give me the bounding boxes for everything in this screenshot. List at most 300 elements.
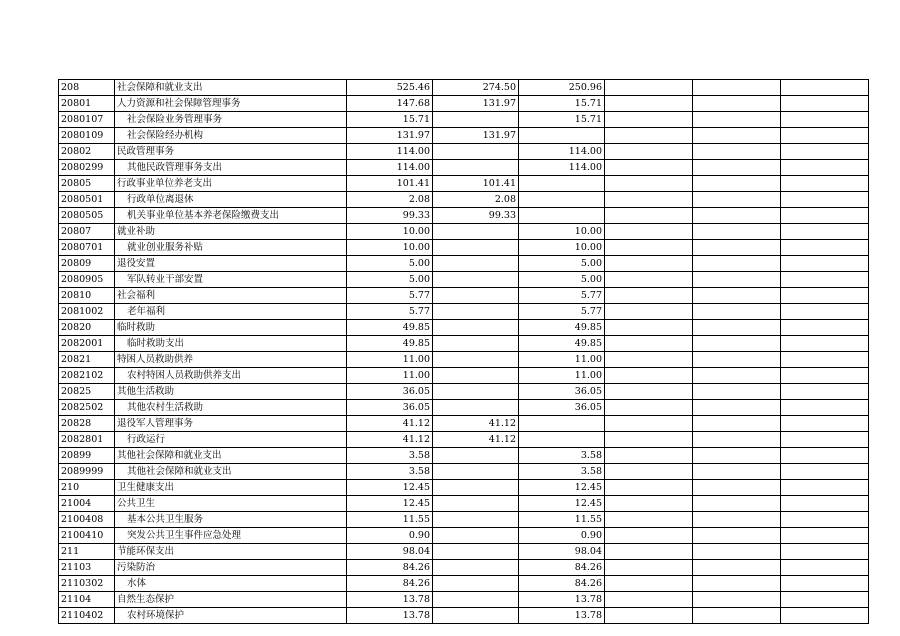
row-code: 2080299 (59, 160, 115, 176)
empty-cell (693, 480, 781, 496)
row-total: 12.45 (347, 480, 433, 496)
empty-cell (781, 128, 869, 144)
row-code: 21004 (59, 496, 115, 512)
empty-cell (693, 112, 781, 128)
row-basic: 274.50 (433, 80, 519, 96)
empty-cell (781, 352, 869, 368)
row-project: 0.90 (519, 528, 605, 544)
row-basic: 41.12 (433, 432, 519, 448)
row-basic (433, 400, 519, 416)
empty-cell (693, 528, 781, 544)
row-code: 2110302 (59, 576, 115, 592)
row-name: 就业补助 (115, 224, 347, 240)
empty-cell (693, 272, 781, 288)
table-row (59, 480, 869, 496)
empty-cell (605, 592, 693, 608)
row-code: 20821 (59, 352, 115, 368)
row-name: 社会保障和就业支出 (115, 80, 347, 96)
row-total: 11.00 (347, 368, 433, 384)
row-name: 污染防治 (115, 560, 347, 576)
row-project: 250.96 (519, 80, 605, 96)
empty-cell (605, 464, 693, 480)
empty-cell (781, 496, 869, 512)
empty-cell (693, 304, 781, 320)
row-project: 36.05 (519, 400, 605, 416)
row-name: 社会保险经办机构 (115, 128, 347, 144)
empty-cell (605, 112, 693, 128)
row-total: 36.05 (347, 400, 433, 416)
table-row (59, 512, 869, 528)
empty-cell (605, 272, 693, 288)
row-code: 21104 (59, 592, 115, 608)
row-total: 5.77 (347, 304, 433, 320)
row-basic (433, 320, 519, 336)
row-project (519, 416, 605, 432)
row-basic (433, 240, 519, 256)
empty-cell (781, 304, 869, 320)
row-name: 机关事业单位基本养老保险缴费支出 (115, 208, 347, 224)
row-basic (433, 448, 519, 464)
row-total: 41.12 (347, 416, 433, 432)
row-basic: 2.08 (433, 192, 519, 208)
row-name: 临时救助支出 (115, 336, 347, 352)
table-row (59, 448, 869, 464)
table-body (59, 80, 869, 624)
empty-cell (781, 256, 869, 272)
row-basic (433, 112, 519, 128)
table-row (59, 416, 869, 432)
row-total: 10.00 (347, 240, 433, 256)
empty-cell (693, 80, 781, 96)
empty-cell (693, 176, 781, 192)
row-project: 3.58 (519, 448, 605, 464)
row-name: 退役安置 (115, 256, 347, 272)
row-total: 3.58 (347, 464, 433, 480)
row-project: 5.00 (519, 272, 605, 288)
table-row (59, 336, 869, 352)
row-project: 11.00 (519, 352, 605, 368)
empty-cell (781, 576, 869, 592)
row-project: 15.71 (519, 112, 605, 128)
row-project: 10.00 (519, 224, 605, 240)
table-row (59, 144, 869, 160)
row-code: 21103 (59, 560, 115, 576)
row-project: 11.00 (519, 368, 605, 384)
row-code: 2100408 (59, 512, 115, 528)
row-name: 临时救助 (115, 320, 347, 336)
empty-cell (605, 304, 693, 320)
row-total: 114.00 (347, 144, 433, 160)
row-project: 5.00 (519, 256, 605, 272)
empty-cell (605, 384, 693, 400)
row-code: 2089999 (59, 464, 115, 480)
empty-cell (693, 400, 781, 416)
table-row (59, 400, 869, 416)
row-project: 84.26 (519, 560, 605, 576)
table-row (59, 560, 869, 576)
empty-cell (781, 112, 869, 128)
row-project (519, 208, 605, 224)
row-total: 12.45 (347, 496, 433, 512)
table-row (59, 176, 869, 192)
table-row (59, 496, 869, 512)
row-basic: 131.97 (433, 96, 519, 112)
empty-cell (693, 224, 781, 240)
row-total: 3.58 (347, 448, 433, 464)
empty-cell (693, 576, 781, 592)
row-name: 基本公共卫生服务 (115, 512, 347, 528)
row-project: 3.58 (519, 464, 605, 480)
row-project: 114.00 (519, 144, 605, 160)
row-name: 社会福利 (115, 288, 347, 304)
empty-cell (693, 352, 781, 368)
row-total: 10.00 (347, 224, 433, 240)
row-code: 2110402 (59, 608, 115, 624)
empty-cell (693, 96, 781, 112)
row-code: 20899 (59, 448, 115, 464)
row-code: 20825 (59, 384, 115, 400)
row-basic (433, 464, 519, 480)
empty-cell (781, 608, 869, 624)
empty-cell (693, 208, 781, 224)
row-name: 人力资源和社会保障管理事务 (115, 96, 347, 112)
row-code: 2082801 (59, 432, 115, 448)
empty-cell (781, 400, 869, 416)
empty-cell (605, 240, 693, 256)
row-total: 101.41 (347, 176, 433, 192)
empty-cell (781, 96, 869, 112)
row-basic (433, 288, 519, 304)
table-row (59, 208, 869, 224)
empty-cell (693, 432, 781, 448)
row-total: 11.00 (347, 352, 433, 368)
row-name: 行政运行 (115, 432, 347, 448)
row-basic (433, 512, 519, 528)
empty-cell (605, 176, 693, 192)
row-total: 0.90 (347, 528, 433, 544)
empty-cell (605, 576, 693, 592)
row-name: 其他社会保障和就业支出 (115, 448, 347, 464)
row-code: 210 (59, 480, 115, 496)
row-project: 15.71 (519, 96, 605, 112)
empty-cell (605, 368, 693, 384)
row-name: 水体 (115, 576, 347, 592)
empty-cell (781, 480, 869, 496)
empty-cell (605, 320, 693, 336)
row-code: 20820 (59, 320, 115, 336)
empty-cell (693, 368, 781, 384)
empty-cell (781, 224, 869, 240)
empty-cell (605, 528, 693, 544)
empty-cell (781, 464, 869, 480)
table-row (59, 432, 869, 448)
row-project: 5.77 (519, 288, 605, 304)
row-code: 211 (59, 544, 115, 560)
row-code: 2100410 (59, 528, 115, 544)
empty-cell (781, 160, 869, 176)
row-name: 老年福利 (115, 304, 347, 320)
row-basic: 101.41 (433, 176, 519, 192)
empty-cell (605, 400, 693, 416)
row-total: 13.78 (347, 592, 433, 608)
table-row (59, 544, 869, 560)
row-total: 11.55 (347, 512, 433, 528)
empty-cell (693, 448, 781, 464)
row-basic (433, 272, 519, 288)
row-name: 民政管理事务 (115, 144, 347, 160)
empty-cell (605, 96, 693, 112)
row-code: 20810 (59, 288, 115, 304)
row-name: 就业创业服务补贴 (115, 240, 347, 256)
row-name: 其他社会保障和就业支出 (115, 464, 347, 480)
row-name: 农村特困人员救助供养支出 (115, 368, 347, 384)
row-basic (433, 144, 519, 160)
row-basic (433, 336, 519, 352)
row-code: 2080505 (59, 208, 115, 224)
empty-cell (605, 352, 693, 368)
empty-cell (781, 512, 869, 528)
row-basic (433, 528, 519, 544)
table-row (59, 80, 869, 96)
row-basic (433, 352, 519, 368)
row-total: 41.12 (347, 432, 433, 448)
row-code: 208 (59, 80, 115, 96)
empty-cell (605, 288, 693, 304)
empty-cell (781, 432, 869, 448)
row-total: 36.05 (347, 384, 433, 400)
row-name: 其他农村生活救助 (115, 400, 347, 416)
empty-cell (605, 496, 693, 512)
row-total: 131.97 (347, 128, 433, 144)
row-project: 10.00 (519, 240, 605, 256)
row-code: 2082502 (59, 400, 115, 416)
table-row (59, 304, 869, 320)
empty-cell (693, 336, 781, 352)
table-row (59, 160, 869, 176)
row-total: 49.85 (347, 320, 433, 336)
row-project: 12.45 (519, 496, 605, 512)
row-project: 114.00 (519, 160, 605, 176)
row-project: 98.04 (519, 544, 605, 560)
row-basic: 99.33 (433, 208, 519, 224)
row-total: 147.68 (347, 96, 433, 112)
empty-cell (693, 592, 781, 608)
table-row (59, 368, 869, 384)
table-row (59, 576, 869, 592)
empty-cell (605, 448, 693, 464)
row-project: 84.26 (519, 576, 605, 592)
empty-cell (605, 80, 693, 96)
empty-cell (693, 128, 781, 144)
empty-cell (781, 208, 869, 224)
table-row (59, 288, 869, 304)
row-code: 2080109 (59, 128, 115, 144)
empty-cell (605, 224, 693, 240)
table-row (59, 528, 869, 544)
table-row (59, 608, 869, 624)
empty-cell (693, 608, 781, 624)
row-name: 行政事业单位养老支出 (115, 176, 347, 192)
row-basic (433, 560, 519, 576)
row-basic (433, 608, 519, 624)
empty-cell (693, 464, 781, 480)
empty-cell (605, 256, 693, 272)
row-project: 49.85 (519, 320, 605, 336)
row-name: 公共卫生 (115, 496, 347, 512)
empty-cell (693, 544, 781, 560)
empty-cell (605, 544, 693, 560)
empty-cell (605, 192, 693, 208)
table-row (59, 112, 869, 128)
row-basic (433, 592, 519, 608)
table-row (59, 464, 869, 480)
row-basic (433, 480, 519, 496)
row-name: 节能环保支出 (115, 544, 347, 560)
row-project: 5.77 (519, 304, 605, 320)
row-total: 84.26 (347, 576, 433, 592)
row-total: 525.46 (347, 80, 433, 96)
row-basic (433, 256, 519, 272)
empty-cell (693, 256, 781, 272)
empty-cell (605, 480, 693, 496)
table-row (59, 592, 869, 608)
row-name: 社会保险业务管理事务 (115, 112, 347, 128)
row-project (519, 128, 605, 144)
row-name: 突发公共卫生事件应急处理 (115, 528, 347, 544)
empty-cell (781, 560, 869, 576)
row-name: 自然生态保护 (115, 592, 347, 608)
row-total: 49.85 (347, 336, 433, 352)
empty-cell (781, 320, 869, 336)
row-project: 36.05 (519, 384, 605, 400)
row-total: 5.00 (347, 256, 433, 272)
empty-cell (605, 608, 693, 624)
empty-cell (693, 288, 781, 304)
row-code: 20828 (59, 416, 115, 432)
row-project (519, 432, 605, 448)
empty-cell (693, 496, 781, 512)
row-name: 特困人员救助供养 (115, 352, 347, 368)
row-total: 15.71 (347, 112, 433, 128)
row-code: 2082102 (59, 368, 115, 384)
empty-cell (781, 176, 869, 192)
row-basic (433, 304, 519, 320)
empty-cell (781, 544, 869, 560)
row-project: 13.78 (519, 608, 605, 624)
empty-cell (605, 432, 693, 448)
row-total: 5.77 (347, 288, 433, 304)
row-total: 99.33 (347, 208, 433, 224)
table-row (59, 240, 869, 256)
empty-cell (693, 384, 781, 400)
row-basic: 131.97 (433, 128, 519, 144)
row-basic (433, 576, 519, 592)
empty-cell (781, 144, 869, 160)
table-row (59, 256, 869, 272)
row-project (519, 192, 605, 208)
row-basic (433, 496, 519, 512)
row-name: 其他民政管理事务支出 (115, 160, 347, 176)
row-code: 20805 (59, 176, 115, 192)
table-row (59, 384, 869, 400)
table-row (59, 352, 869, 368)
row-basic (433, 368, 519, 384)
empty-cell (605, 560, 693, 576)
empty-cell (781, 272, 869, 288)
empty-cell (781, 448, 869, 464)
empty-cell (605, 128, 693, 144)
row-code: 20809 (59, 256, 115, 272)
row-name: 退役军人管理事务 (115, 416, 347, 432)
table-row (59, 96, 869, 112)
empty-cell (693, 144, 781, 160)
empty-cell (693, 320, 781, 336)
empty-cell (605, 512, 693, 528)
table-row (59, 320, 869, 336)
budget-table (58, 79, 869, 624)
empty-cell (605, 144, 693, 160)
row-name: 行政单位离退休 (115, 192, 347, 208)
row-total: 5.00 (347, 272, 433, 288)
row-total: 2.08 (347, 192, 433, 208)
row-basic (433, 544, 519, 560)
row-name: 卫生健康支出 (115, 480, 347, 496)
row-project: 13.78 (519, 592, 605, 608)
table-row (59, 272, 869, 288)
row-project: 12.45 (519, 480, 605, 496)
row-name: 其他生活救助 (115, 384, 347, 400)
table-row (59, 224, 869, 240)
row-basic (433, 160, 519, 176)
row-code: 20801 (59, 96, 115, 112)
empty-cell (605, 208, 693, 224)
empty-cell (693, 160, 781, 176)
row-code: 2080701 (59, 240, 115, 256)
row-basic: 41.12 (433, 416, 519, 432)
row-basic (433, 384, 519, 400)
row-code: 20802 (59, 144, 115, 160)
row-code: 2081002 (59, 304, 115, 320)
empty-cell (605, 416, 693, 432)
empty-cell (781, 592, 869, 608)
row-total: 98.04 (347, 544, 433, 560)
row-project: 11.55 (519, 512, 605, 528)
row-basic (433, 224, 519, 240)
row-code: 20807 (59, 224, 115, 240)
row-total: 114.00 (347, 160, 433, 176)
row-name: 军队转业干部安置 (115, 272, 347, 288)
table-row (59, 128, 869, 144)
row-code: 2080107 (59, 112, 115, 128)
empty-cell (781, 192, 869, 208)
row-total: 84.26 (347, 560, 433, 576)
empty-cell (781, 384, 869, 400)
empty-cell (781, 336, 869, 352)
row-code: 2080905 (59, 272, 115, 288)
table-row (59, 192, 869, 208)
row-code: 2080501 (59, 192, 115, 208)
empty-cell (781, 80, 869, 96)
empty-cell (693, 240, 781, 256)
empty-cell (605, 336, 693, 352)
empty-cell (781, 416, 869, 432)
row-total: 13.78 (347, 608, 433, 624)
empty-cell (781, 240, 869, 256)
row-name: 农村环境保护 (115, 608, 347, 624)
empty-cell (693, 512, 781, 528)
empty-cell (693, 560, 781, 576)
empty-cell (693, 416, 781, 432)
